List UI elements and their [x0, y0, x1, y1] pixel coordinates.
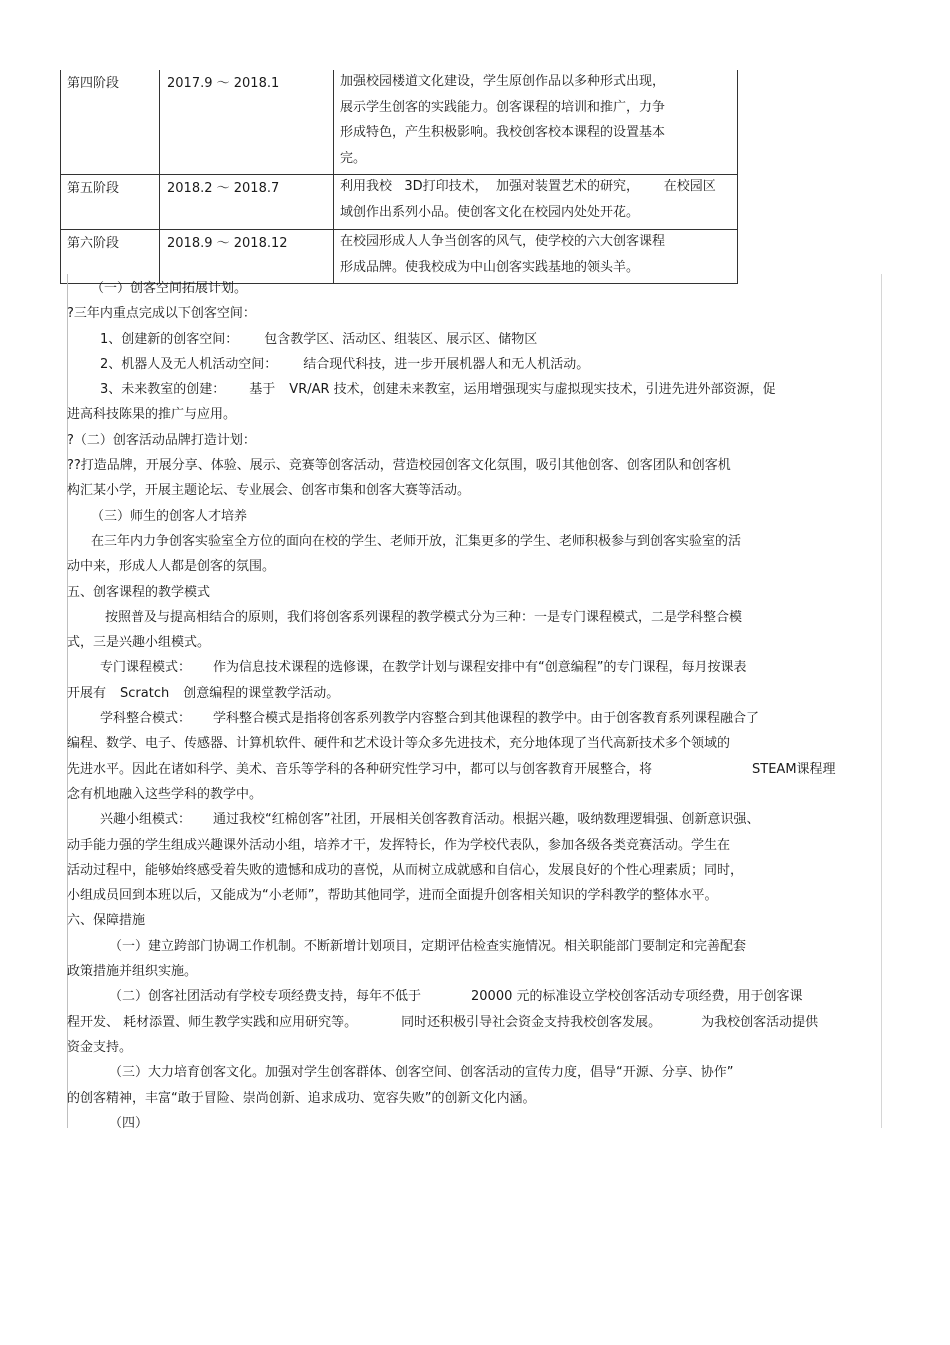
mode-label: 学科整合模式： — [100, 711, 192, 727]
paragraph-line: 念有机地融入这些学科的教学中。 — [67, 786, 263, 802]
item-text: VR/AR 技术，创建未来教室，运用增强现实与虚拟现实技术，引进先进外部资源，促 — [289, 382, 776, 398]
item-label: 1、创建新的创客空间： — [100, 331, 239, 347]
content-line: 加强校园楼道文化建设，学生原创作品以多种形式出现， — [340, 74, 666, 89]
content-line: 完。 — [340, 150, 367, 166]
paragraph-line: 动中来，形成人人都是创客的氛围。 — [67, 559, 276, 575]
mode-text: 作为信息技术课程的选修课，在教学计划与课程安排中有“创意编程”的专门课程，每月按课表 — [213, 660, 747, 676]
table-row — [61, 70, 738, 175]
mode-text: 通过我校“红棉创客”社团，开展相关创客教育活动。根据兴趣，吸纳数理逻辑强、创新意识强、 — [213, 812, 760, 828]
text-run: 创意编程的课堂教学活动。 — [183, 685, 340, 701]
schedule-table — [60, 70, 738, 284]
item-text: 基于 — [249, 382, 276, 398]
text-run: 程开发、 耗材添置、师生教学实践和应用研究等。 — [67, 1014, 358, 1030]
text-run: 20000 元的标准设立学校创客活动专项经费，用于创客课 — [471, 989, 803, 1005]
paragraph-line: 构汇某小学，开展主题论坛、专业展会、创客市集和创客大赛等活动。 — [67, 483, 471, 499]
text-run: 同时还积极引导社会资金支持我校创客发展。 — [401, 1014, 662, 1030]
paragraph-line: 动手能力强的学生组成兴趣课外活动小组，培养才干，发挥特长，作为学校代表队，参加各级各类竞赛活动。学生在 — [67, 837, 731, 853]
text-run: （二）创客社团活动有学校专项经费支持，每年不低于 — [109, 989, 422, 1005]
stage-cell: 第五阶段 — [61, 175, 160, 230]
list-item — [67, 377, 897, 402]
chapter-heading: 六、保障措施 — [67, 913, 146, 929]
paragraph-line: 式，三是兴趣小组模式。 — [67, 635, 211, 651]
section-heading: （四） — [109, 1115, 149, 1131]
document-body — [67, 276, 897, 1136]
section-heading: ?（二）创客活动品牌打造计划： — [67, 432, 256, 448]
paragraph-line: 小组成员回到本班以后，又能成为“小老师”，帮助其他同学，进而全面提升创客相关知识的学科教学的整体水平。 — [67, 888, 718, 904]
period-cell: 2017.9 ～ 2018.1 — [160, 70, 334, 175]
stage-cell: 第四阶段 — [61, 70, 160, 175]
period-cell: 2018.2 ～ 2018.7 — [160, 175, 334, 230]
content-line: 域创作出系列小品。使创客文化在校园内处处开花。 — [340, 204, 640, 220]
paragraph-line — [67, 984, 897, 1009]
list-item — [67, 352, 897, 377]
item-text: 包含教学区、活动区、组装区、展示区、储物区 — [264, 331, 538, 347]
paragraph-line: ??打造品牌，开展分享、体验、展示、竞赛等创客活动，营造校园创客文化氛围，吸引其他创客、创客团队和创客机 — [67, 458, 731, 474]
paragraph-line: 活动过程中，能够始终感受着失败的遗憾和成功的喜悦，从而树立成就感和自信心，发展良好的个性心理素质；同时， — [67, 862, 744, 878]
mode-label: 兴趣小组模式： — [100, 812, 192, 828]
paragraph-line: 进高科技陈果的推广与应用。 — [67, 407, 237, 423]
paragraph-line: （一）建立跨部门协调工作机制。不断新增计划项目，定期评估检查实施情况。相关职能部门要制定和完善配套 — [109, 938, 747, 954]
content-line: 展示学生创客的实践能力。创客课程的培训和推广，力争 — [340, 99, 666, 115]
content-cell — [334, 70, 738, 175]
chapter-heading: 五、创客课程的教学模式 — [67, 584, 211, 600]
paragraph-line: 按照普及与提高相结合的原则，我们将创客系列课程的教学模式分为三种：一是专门课程模式，二是学科整合模 — [105, 609, 743, 625]
text-run: STEAM课程理 — [752, 761, 836, 777]
paragraph-line — [67, 706, 897, 731]
paragraph-line — [67, 1010, 897, 1035]
section-heading: （一）创客空间拓展计划。 — [91, 281, 248, 296]
paragraph-line — [67, 681, 897, 706]
content-line: 在校园形成人人争当创客的风气，使学校的六大创客课程 — [340, 234, 666, 249]
paragraph-line: （三）大力培育创客文化。加强对学生创客群体、创客空间、创客活动的宣传力度，倡导“开源、分享、协作” — [109, 1065, 734, 1081]
item-text: 结合现代科技，进一步开展机器人和无人机活动。 — [303, 356, 590, 372]
text-run: 先进水平。因此在诸如科学、美术、音乐等学科的各种研究性学习中，都可以与创客教育开展整合，将 — [67, 761, 653, 777]
content-line: 形成品牌。使我校成为中山创客实践基地的领头羊。 — [340, 259, 640, 275]
paragraph-line: ?三年内重点完成以下创客空间： — [67, 306, 256, 322]
period-cell: 2018.9 ～ 2018.12 — [160, 230, 334, 284]
paragraph-line: 的创客精神，丰富“敢于冒险、崇尚创新、追求成功、宽容失败”的创新文化内涵。 — [67, 1090, 536, 1106]
content-line: 形成特色，产生积极影响。我校创客校本课程的设置基本 — [340, 125, 666, 140]
text-run: 为我校创客活动提供 — [701, 1014, 819, 1030]
paragraph-line — [67, 655, 897, 680]
content-line: 利用我校 3D打印技术， 加强对装置艺术的研究， 在校园区 — [340, 179, 716, 194]
content-cell — [334, 175, 738, 230]
paragraph-line: 在三年内力争创客实验室全方位的面向在校的学生、老师开放，汇集更多的学生、老师积极参与到创客实验室的活 — [91, 533, 742, 549]
text-run: Scratch — [120, 685, 170, 701]
paragraph-line — [67, 757, 897, 782]
paragraph-line: 资金支持。 — [67, 1039, 133, 1055]
mode-label: 专门课程模式： — [100, 660, 192, 676]
section-heading: （三）师生的创客人才培养 — [91, 508, 248, 524]
list-item — [67, 327, 897, 352]
mode-text: 学科整合模式是指将创客系列教学内容整合到其他课程的教学中。由于创客教育系列课程融合了 — [213, 711, 760, 727]
paragraph-line: 编程、数学、电子、传感器、计算机软件、硬件和艺术设计等众多先进技术，充分地体现了当代高新技术多个领域的 — [67, 736, 731, 752]
paragraph-line: 政策措施并组织实施。 — [67, 964, 198, 980]
paragraph-line — [67, 807, 897, 832]
item-label: 2、机器人及无人机活动空间： — [100, 356, 278, 372]
item-label: 3、未来教室的创建： — [100, 382, 226, 398]
text-run: 开展有 — [67, 685, 107, 701]
stage-cell: 第六阶段 — [61, 230, 160, 284]
table-row — [61, 175, 738, 230]
